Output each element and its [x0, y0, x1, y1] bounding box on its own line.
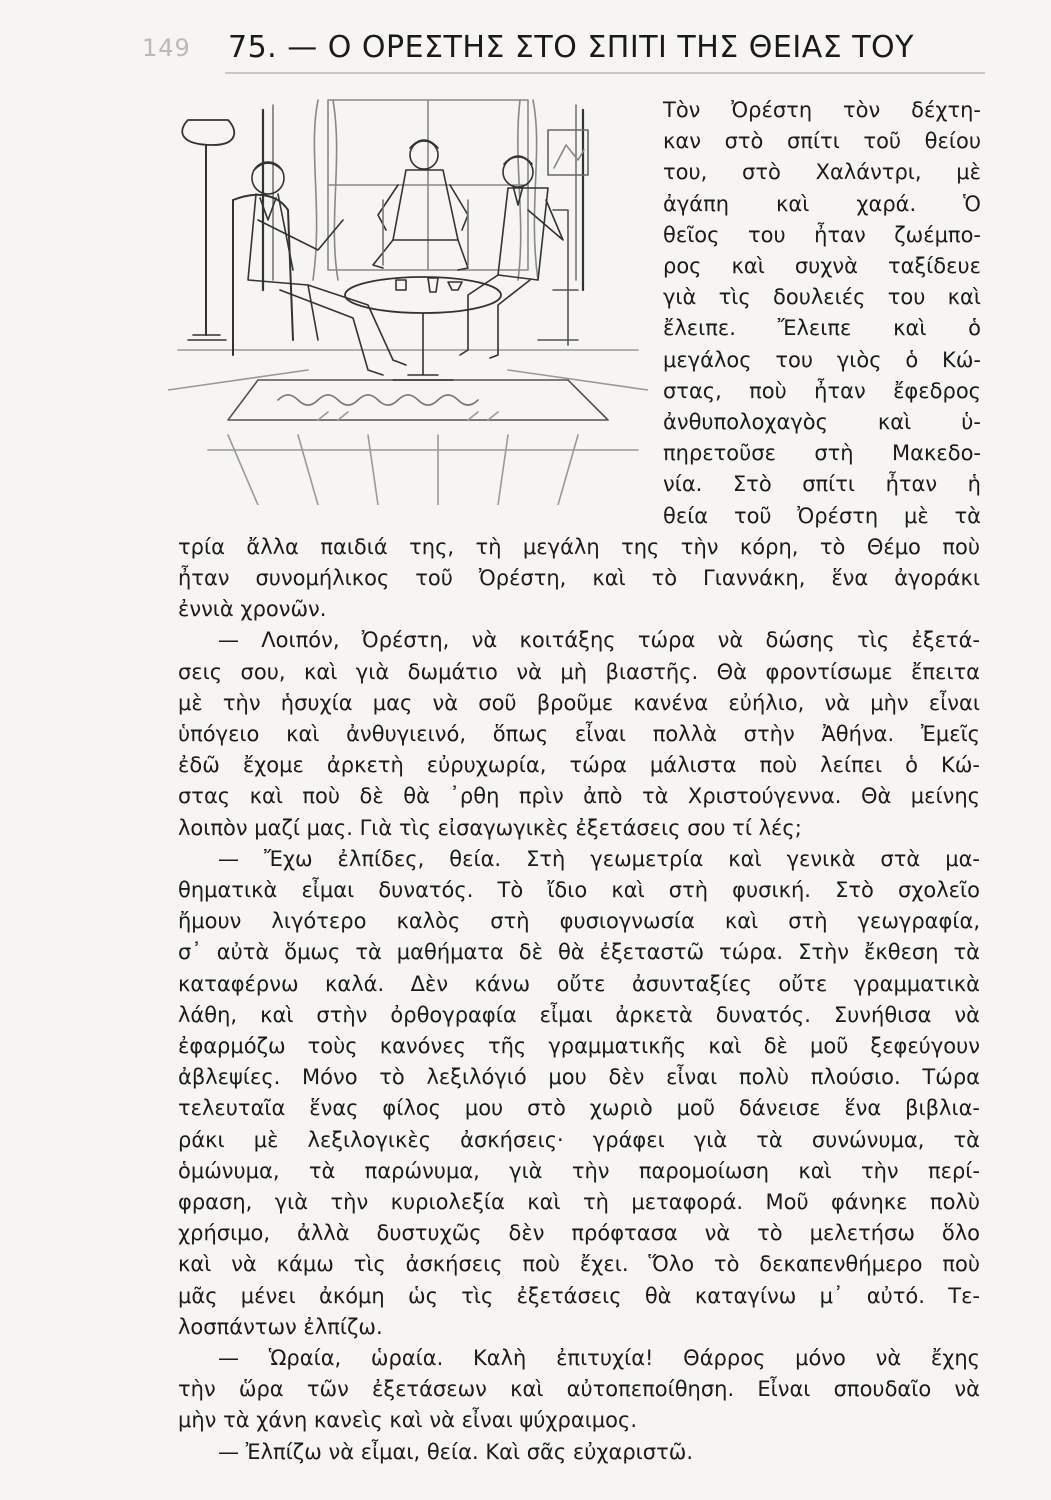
- text-line: μᾶς μένει ἀκόμη ὡς τὶς ἐξετάσεις θὰ καταγίνω μ᾿ αὐτό. Τε-: [178, 1283, 980, 1308]
- text-line: θεῖος του ἦταν ζωέμπο-: [663, 222, 981, 247]
- text-line: ἤμουν λιγότερο καλὸς στὴ φυσιογνωσία καὶ στὴ γεωγραφία,: [178, 909, 980, 934]
- text-line: τελευταῖα ἕνας φίλος μου στὸ χωριὸ μοῦ δάνεισε ἕνα βιβλια-: [178, 1096, 980, 1121]
- text-line: ἐδῶ ἔχομε ἀρκετὴ εὐρυχωρία, τώρα μάλιστα ποὺ λείπει ὁ Κώ-: [178, 753, 980, 778]
- text-line: ὁμώνυμα, τὰ παρώνυμα, γιὰ τὴν παρομοίωση καὶ τὴν περί-: [178, 1158, 980, 1183]
- text-line: καταφέρνω καλά. Δὲν κάνω οὔτε ἀσυνταξίες οὔτε γραμματικὰ: [178, 971, 980, 996]
- text-line: ἀβλεψίες. Μόνο τὸ λεξιλόγιό μου δὲν εἶναι πολὺ πλούσιο. Τώρα: [178, 1065, 980, 1090]
- text-line: φραση, γιὰ τὴν κυριολεξία καὶ τὴ μεταφορά. Μοῦ φάνηκε πολὺ: [178, 1190, 980, 1214]
- text-line: σ᾿ αὐτὰ ὅμως τὰ μαθήματα δὲ θὰ ἐξεταστῶ τώρα. Στὴν ἔκθεση τὰ: [178, 940, 980, 965]
- text-line: ἐφαρμόζω τοὺς κανόνες τῆς γραμματικῆς καὶ δὲ μοῦ ξεφεύγουν: [178, 1034, 980, 1058]
- text-line: σεις σου, καὶ γιὰ δωμάτιο νὰ μὴ βιαστῆς. Θὰ φροντίσωμε ἔπειτα: [178, 659, 980, 684]
- text-line: ἔλειπε. Ἔλειπε καὶ ὁ: [663, 316, 981, 341]
- text-line: καν στὸ σπίτι τοῦ θείου: [663, 129, 981, 154]
- text-line: πηρετοῦσε στὴ Μακεδο-: [663, 441, 981, 466]
- text-line: ἀγάπη καὶ χαρά. Ὁ: [663, 191, 981, 216]
- text-line: ἦταν συνομήλικος τοῦ Ὀρέστη, καὶ τὸ Γιαννάκη, ἕνα ἀγοράκι: [178, 566, 980, 590]
- text-line: — Ἐλπίζω νὰ εἶμαι, θεία. Καὶ σᾶς εὐχαριστῶ.: [218, 1439, 694, 1464]
- text-line: — Ἔχω ἐλπίδες, θεία. Στὴ γεωμετρία καὶ γενικὰ στὰ μα-: [218, 846, 980, 871]
- text-line: νία. Στὸ σπίτι ἦταν ἡ: [663, 472, 981, 497]
- text-line: Τὸν Ὀρέστη τὸν δέχτη-: [663, 98, 981, 122]
- text-line: μεγάλος του γιὸς ὁ Κώ-: [663, 347, 981, 372]
- text-line: ἐννιὰ χρονῶν.: [178, 597, 327, 622]
- text-line: ράκι μὲ λεξιλογικὲς ἀσκήσεις· γράφει γιὰ τὰ συνώνυμα, τὰ: [178, 1127, 980, 1152]
- text-line: μὴν τὰ χάνη κανεὶς καὶ νὰ εἶναι ψύχραιμος.: [178, 1408, 638, 1433]
- text-line: — Λοιπόν, Ὀρέστη, νὰ κοιτάξης τώρα νὰ δώσης τὶς ἐξετά-: [218, 628, 980, 653]
- text-line: θηματικὰ εἶμαι δυνατός. Τὸ ἴδιο καὶ στὴ φυσική. Στὸ σχολεῖο: [178, 878, 980, 902]
- text-line: γιὰ τὶς δουλειές του καὶ: [663, 285, 981, 310]
- text-line: στας, ποὺ ἦταν ἔφεδρος: [663, 378, 981, 403]
- text-line: λοσπάντων ἐλπίζω.: [178, 1314, 383, 1339]
- chapter-title: 75. — Ο ΟΡΕΣΤΗΣ ΣΤΟ ΣΠΙΤΙ ΤΗΣ ΘΕΙΑΣ ΤΟΥ: [228, 30, 914, 65]
- text-line: τὴν ὥρα τῶν ἐξετάσεων καὶ αὐτοπεποίθηση. Εἶναι σπουδαῖο νὰ: [178, 1377, 980, 1402]
- text-line: στας καὶ ποὺ δὲ θὰ ᾿ρθη πρὶν ἀπὸ τὰ Χριστούγεννα. Θὰ μείνης: [178, 784, 980, 809]
- text-line: καὶ νὰ κάμω τὶς ἀσκήσεις ποὺ ἔχει. Ὅλο τὸ δεκαπενθήμερο ποὺ: [178, 1252, 980, 1277]
- text-line: τρία ἄλλα παιδιά της, τὴ μεγάλη της τὴν κόρη, τὸ Θέμο ποὺ: [178, 534, 980, 559]
- text-line: του, στὸ Χαλάντρι, μὲ: [663, 160, 981, 185]
- text-line: θεία τοῦ Ὀρέστη μὲ τὰ: [663, 503, 981, 528]
- text-line: λάθη, καὶ στὴν ὀρθογραφία εἶμαι ἀρκετὰ δυνατός. Συνήθισα νὰ: [178, 1002, 980, 1027]
- text-line: χρήσιμο, ἀλλὰ δυστυχῶς δὲν πρόφτασα νὰ τὸ μελετήσω ὅλο: [178, 1221, 980, 1246]
- three-people-seated-around-table-illustration: [168, 90, 648, 505]
- text-line: λοιπὸν μαζί μας. Γιὰ τὶς εἰσαγωγικὲς ἐξετάσεις σου τί λές;: [178, 815, 802, 840]
- text-line: — Ὡραία, ὡραία. Καλὴ ἐπιτυχία! Θάρρος μόνο νὰ ἔχης: [218, 1346, 980, 1370]
- text-line: ἀνθυπολοχαγὸς καὶ ὑ-: [663, 410, 981, 434]
- text-line: ρος καὶ συχνὰ ταξίδευε: [663, 254, 981, 278]
- page-number: 149: [142, 34, 191, 62]
- text-line: ὑπόγειο καὶ ἀνθυγιεινό, ὅπως εἶναι πολλὰ στὴν Ἀθήνα. Ἐμεῖς: [178, 722, 980, 746]
- header-rule: [225, 72, 985, 74]
- text-line: μὲ τὴν ἡσυχία μας νὰ σοῦ βροῦμε κανένα εὐήλιο, νὰ μὴν εἶναι: [178, 690, 980, 715]
